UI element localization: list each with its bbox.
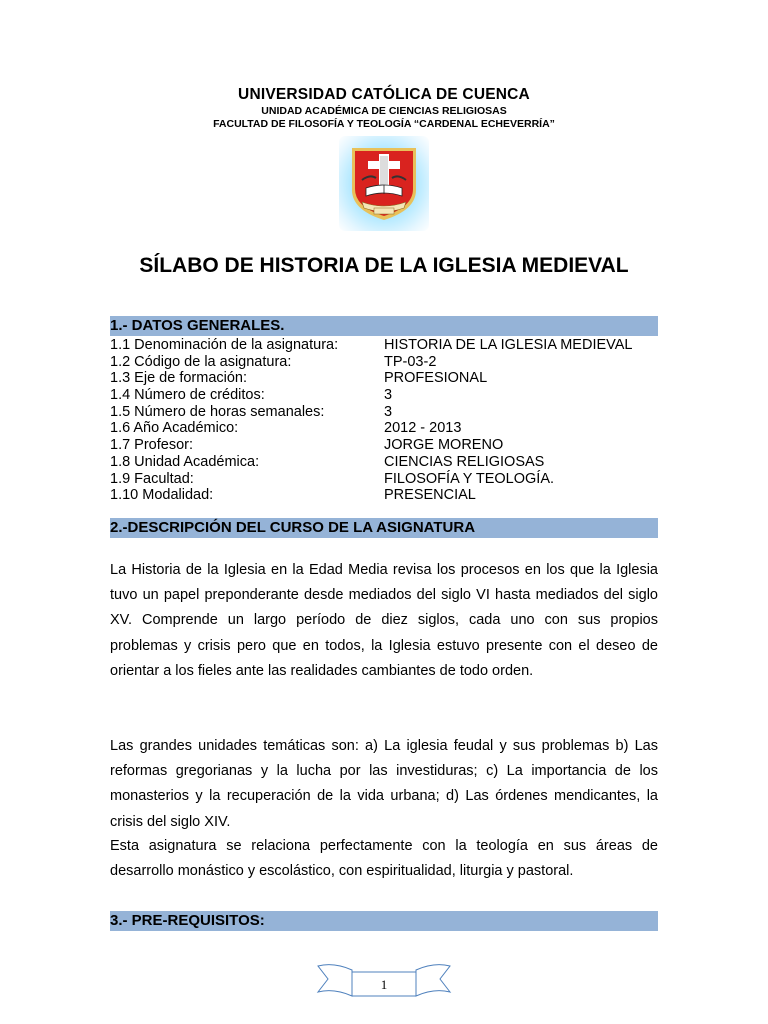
- field-value: FILOSOFÍA Y TEOLOGÍA.: [384, 470, 555, 487]
- syllabus-title: SÍLABO DE HISTORIA DE LA IGLESIA MEDIEVAL: [139, 254, 629, 277]
- general-data-row: [110, 370, 670, 387]
- description-paragraph: La Historia de la Iglesia en la Edad Media revisa los procesos en los que la Iglesia tuvo un papel preponderante desde mediados del siglo VI hasta mediados del siglo XV. Comprende un largo período de diez siglos, cada uno con sus propios problemas y crisis pero que en todos, la Iglesia estuvo presente con el deseo de orientar a los fieles ante las realidades cambiantes de todo orden.: [110, 562, 658, 679]
- field-value: PRESENCIAL: [384, 487, 476, 504]
- academic-unit: UNIDAD ACADÉMICA DE CIENCIAS RELIGIOSAS: [261, 105, 507, 117]
- field-label: 1.2 Código de la asignatura:: [110, 353, 292, 370]
- general-data-row: [110, 454, 670, 471]
- general-data-row: [110, 354, 670, 371]
- field-label: 1.10 Modalidad:: [110, 487, 214, 504]
- faculty-name: FACULTAD DE FILOSOFÍA Y TEOLOGÍA “CARDENAL ECHEVERRÍA”: [213, 118, 555, 130]
- general-data-row: [110, 404, 670, 421]
- section-header-label: 3.- PRE-REQUISITOS:: [110, 912, 265, 929]
- field-label: 1.8 Unidad Académica:: [110, 453, 260, 470]
- general-data-row: [110, 487, 670, 504]
- general-data-row: [110, 337, 670, 354]
- field-value: HISTORIA DE LA IGLESIA MEDIEVAL: [384, 337, 633, 353]
- general-data-row: [110, 387, 670, 404]
- field-label: 1.3 Eje de formación:: [110, 370, 248, 387]
- general-data-row: [110, 420, 670, 437]
- field-value: JORGE MORENO: [384, 437, 504, 454]
- field-value: 3: [384, 403, 393, 420]
- university-name: UNIVERSIDAD CATÓLICA DE CUENCA: [238, 86, 530, 103]
- field-value: CIENCIAS RELIGIOSAS: [384, 453, 545, 470]
- general-data-list: [110, 337, 670, 504]
- description-paragraph: Esta asignatura se relaciona perfectamente con la teología en sus áreas de desarrollo monástico y escolástico, con espiritualidad, liturgia y pastoral.: [110, 838, 658, 880]
- field-value: 2012 - 2013: [384, 420, 462, 437]
- university-crest-icon: [348, 144, 420, 222]
- general-data-row: [110, 437, 670, 454]
- section-header-label: 2.-DESCRIPCIÓN DEL CURSO DE LA ASIGNATURA: [110, 519, 476, 536]
- general-data-row: [110, 471, 670, 488]
- field-value: TP-03-2: [384, 353, 437, 370]
- field-value: PROFESIONAL: [384, 370, 488, 387]
- section-header-label: 1.- DATOS GENERALES.: [110, 317, 285, 334]
- section-header-general-data: [110, 316, 658, 336]
- description-paragraph: Las grandes unidades temáticas son: a) La iglesia feudal y sus problemas b) Las reformas gregorianas y la lucha por las investiduras; c) La importancia de los monasterios y la recuperación de la vida urbana; d) Las órdenes mendicantes, la crisis del siglo XIV.: [110, 738, 658, 830]
- field-label: 1.5 Número de horas semanales:: [110, 403, 325, 420]
- field-label: 1.7 Profesor:: [110, 437, 194, 454]
- field-label: 1.1 Denominación de la asignatura:: [110, 337, 339, 353]
- section-header-course-description: [110, 518, 658, 538]
- section-header-prerequisites: [110, 911, 658, 931]
- field-value: 3: [384, 387, 393, 404]
- page-number: 1: [380, 977, 388, 992]
- field-label: 1.9 Facultad:: [110, 470, 194, 487]
- field-label: 1.4 Número de créditos:: [110, 387, 265, 404]
- field-label: 1.6 Año Académico:: [110, 420, 239, 437]
